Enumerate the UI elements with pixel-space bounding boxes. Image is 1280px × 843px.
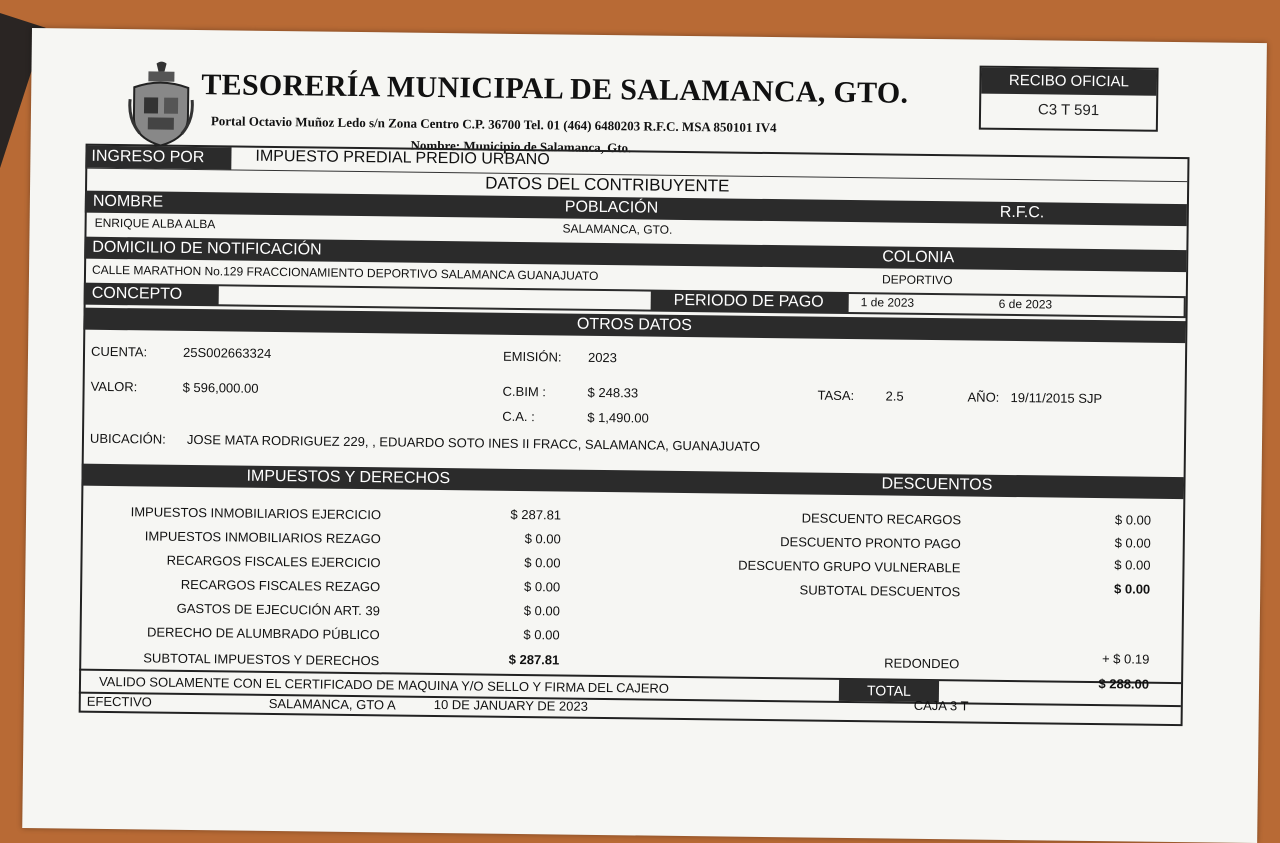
tax-item-label: GASTOS DE EJECUCIÓN ART. 39 [176, 600, 380, 619]
discount-item-value: $ 0.00 [1114, 535, 1151, 551]
rfc-label: R.F.C. [999, 203, 1045, 222]
tax-item-label: IMPUESTOS INMOBILIARIOS EJERCICIO [130, 504, 382, 523]
total-label: TOTAL [839, 679, 939, 702]
cbim-value: $ 248.33 [587, 384, 639, 401]
notification-address: CALLE MARATHON No.129 FRACCIONAMIENTO DEPORTIVO SALAMANCA GUANAJUATO [91, 262, 599, 283]
rounding-label: REDONDEO [884, 655, 960, 672]
location-label: UBICACIÓN: [89, 430, 166, 447]
other-data-title: OTROS DATOS [576, 315, 693, 335]
taxpayer-section-title: DATOS DEL CONTRIBUYENTE [485, 173, 730, 196]
colony-value: DEPORTIVO [881, 272, 953, 288]
colony-label: COLONIA [882, 248, 955, 267]
treasury-address: Portal Octavio Muñoz Ledo s/n Zona Centro C.P. 36700 Tel. 01 (464) 6480203 R.F.C. MSA 850101 IV4 [210, 113, 777, 136]
year-value: 19/11/2015 SJP [1010, 389, 1103, 407]
receipt-number: C3 T 591 [1037, 101, 1100, 120]
tax-item-label: IMPUESTOS INMOBILIARIOS REZAGO [144, 528, 381, 547]
tax-item-value: $ 0.00 [523, 627, 560, 643]
municipal-coat-of-arms-icon [126, 59, 197, 150]
receipt-paper [22, 28, 1267, 843]
period-to: 6 de 2023 [998, 296, 1053, 312]
payment-period-label: PERIODO DE PAGO [673, 291, 824, 311]
tax-item-value: $ 0.00 [524, 531, 561, 547]
receipt-header [126, 49, 987, 156]
treasury-title: TESORERÍA MUNICIPAL DE SALAMANCA, GTO. [201, 68, 909, 110]
municipality-name: Nombre: Municipio de Salamanca, Gto. [410, 137, 632, 156]
emission-value: 2023 [587, 349, 618, 366]
cashier-box: CAJA 3 T [913, 697, 969, 714]
account-label: CUENTA: [90, 343, 148, 360]
discount-item-value: $ 0.00 [1114, 557, 1151, 573]
tax-item-value: $ 287.81 [510, 506, 562, 523]
official-receipt-label: RECIBO OFICIAL [981, 68, 1156, 96]
year-label: AÑO: [967, 389, 1000, 405]
payment-method: EFECTIVO [86, 693, 152, 710]
income-type: IMPUESTO PREDIAL PREDIO URBANO [255, 147, 550, 169]
population-label: POBLACIÓN [564, 198, 659, 217]
rate-value: 2.5 [885, 388, 904, 404]
receipt-form [86, 144, 1196, 714]
validity-note: VALIDO SOLAMENTE CON EL CERTIFICADO DE MAQUINA Y/O SELLO Y FIRMA DEL CAJERO [98, 673, 670, 696]
discounts-subtotal-value: $ 0.00 [1113, 581, 1151, 597]
discount-item-value: $ 0.00 [1114, 512, 1152, 528]
concept-label: CONCEPTO [91, 284, 183, 303]
taxpayer-population: SALAMANCA, GTO. [562, 221, 673, 237]
taxes-title: IMPUESTOS Y DERECHOS [246, 467, 451, 488]
cbim-label: C.BIM : [502, 383, 547, 400]
income-label: INGRESO POR [85, 146, 231, 170]
rounding-value: + $ 0.19 [1101, 651, 1150, 667]
ca-value: $ 1,490.00 [587, 409, 649, 426]
payment-date: 10 DE JANUARY DE 2023 [433, 696, 589, 714]
taxes-subtotal-value: $ 287.81 [508, 651, 560, 668]
property-value: $ 596,000.00 [182, 379, 259, 396]
discounts-subtotal-label: SUBTOTAL DESCUENTOS [799, 582, 961, 600]
total-value: $ 288.00 [1098, 676, 1150, 692]
account-value: 25S002663324 [182, 344, 272, 361]
discount-item-label: DESCUENTO PRONTO PAGO [780, 534, 961, 552]
value-label: VALOR: [90, 378, 138, 395]
discount-item-label: DESCUENTO GRUPO VULNERABLE [738, 557, 961, 576]
taxes-subtotal-label: SUBTOTAL IMPUESTOS Y DERECHOS [143, 650, 380, 669]
place-label: SALAMANCA, GTO A [268, 695, 396, 713]
notification-address-label: DOMICILIO DE NOTIFICACIÓN [92, 238, 322, 259]
location-value: JOSE MATA RODRIGUEZ 229, , EDUARDO SOTO INES II FRACC, SALAMANCA, GUANAJUATO [186, 431, 761, 454]
discounts-title: DESCUENTOS [881, 475, 993, 494]
name-label: NOMBRE [92, 192, 164, 211]
rate-label: TASA: [817, 387, 855, 404]
period-from: 1 de 2023 [860, 295, 915, 310]
tax-item-label: DERECHO DE ALUMBRADO PÚBLICO [146, 624, 380, 643]
tax-item-label: RECARGOS FISCALES REZAGO [180, 576, 381, 595]
discount-item-label: DESCUENTO RECARGOS [801, 510, 962, 528]
tax-item-value: $ 0.00 [524, 555, 561, 571]
tax-item-value: $ 0.00 [523, 579, 561, 595]
taxpayer-name: ENRIQUE ALBA ALBA [94, 215, 216, 232]
emission-label: EMISIÓN: [502, 348, 562, 365]
tax-item-label: RECARGOS FISCALES EJERCICIO [166, 552, 381, 571]
tax-item-value: $ 0.00 [523, 603, 561, 619]
official-receipt-box [979, 66, 1159, 132]
ca-label: C.A. : [502, 408, 535, 425]
